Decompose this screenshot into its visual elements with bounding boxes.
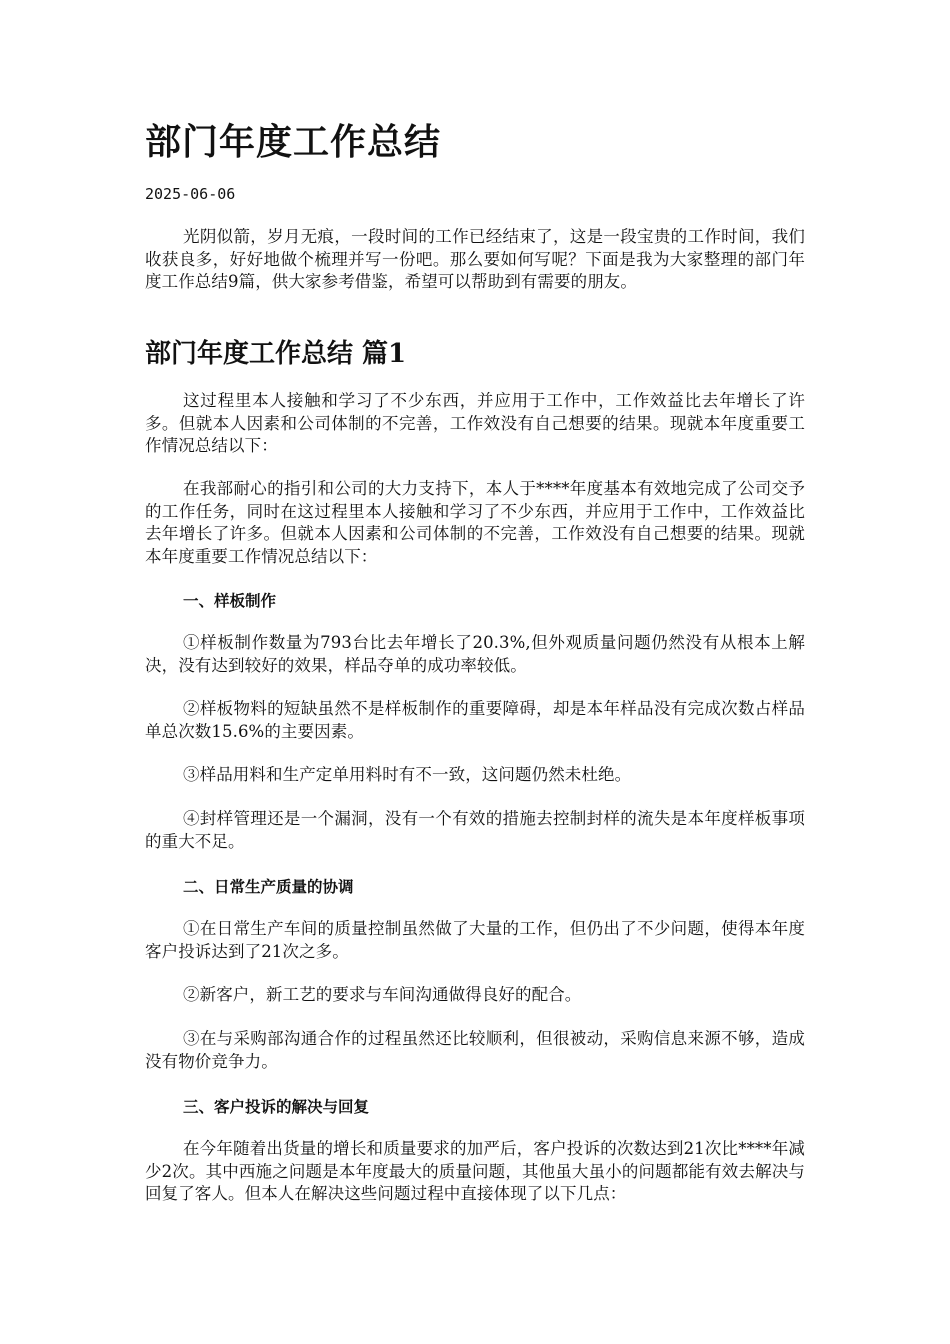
list-item: ③在与采购部沟通合作的过程虽然还比较顺利，但很被动，采购信息来源不够，造成没有物价竞争力。: [145, 1029, 805, 1071]
section-heading: 部门年度工作总结 篇1: [145, 339, 407, 369]
document-title: 部门年度工作总结: [145, 121, 442, 163]
list-item: ③样品用料和生产定单用料时有不一致，这问题仍然未杜绝。: [183, 765, 632, 784]
intro-paragraph: 光阴似箭，岁月无痕，一段时间的工作已经结束了，这是一段宝贵的工作时间，我们收获良多，好好地做个梳理并写一份吧。那么要如何写呢？下面是我为大家整理的部门年度工作总结9篇，供大家参考借鉴，希望可以帮助到有需要的朋友。: [145, 227, 805, 291]
list-item: ④封样管理还是一个漏洞，没有一个有效的措施去控制封样的流失是本年度样板事项的重大不足。: [145, 809, 805, 851]
list-item: ①样板制作数量为793台比去年增长了20.3%,但外观质量问题仍然没有从根本上解决，没有达到较好的效果，样品夺单的成功率较低。: [145, 633, 805, 675]
subsection-heading-customer-complaints: 三、客户投诉的解决与回复: [183, 1098, 370, 1116]
list-item: ①在日常生产车间的质量控制虽然做了大量的工作，但仍出了不少问题，使得本年度客户投诉达到了21次之多。: [145, 919, 805, 961]
list-item: ②样板物料的短缺虽然不是样板制作的重要障碍，却是本年样品没有完成次数占样品单总次数15.6%的主要因素。: [145, 699, 805, 741]
subsection-heading-sample-making: 一、样板制作: [183, 592, 277, 610]
list-item: ②新客户，新工艺的要求与车间沟通做得良好的配合。: [183, 985, 582, 1004]
subsection-heading-quality-coordination: 二、日常生产质量的协调: [183, 878, 354, 896]
section-paragraph: 在我部耐心的指引和公司的大力支持下，本人于****年度基本有效地完成了公司交予的工作任务，同时在这过程里本人接触和学习了不少东西，并应用于工作中，工作效益比去年增长了许多。但就本人因素和公司体制的不完善，工作效没有自己想要的结果。现就本年度重要工作情况总结以下：: [145, 479, 805, 566]
section-paragraph: 这过程里本人接触和学习了不少东西，并应用于工作中，工作效益比去年增长了许多。但就本人因素和公司体制的不完善，工作效没有自己想要的结果。现就本年度重要工作情况总结以下：: [145, 391, 805, 455]
section-paragraph: 在今年随着出货量的增长和质量要求的加严后，客户投诉的次数达到21次比****年减少2次。其中西施之问题是本年度最大的质量问题，其他虽大虽小的问题都能有效去解决与回复了客人。但本人在解决这些问题过程中直接体现了以下几点：: [145, 1139, 805, 1203]
document-date: 2025-06-06: [145, 185, 236, 203]
